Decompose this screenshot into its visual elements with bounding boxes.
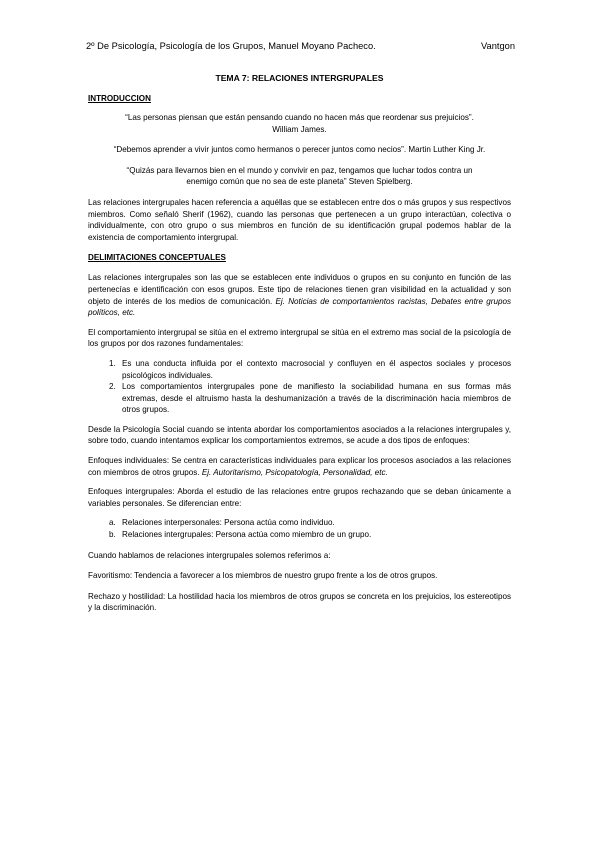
rejection-paragraph: Rechazo y hostilidad: La hostilidad hacia los miembros de otros grupos se concreta en los prejuicios, los estereotipos y la discriminación.	[88, 591, 511, 613]
quote-spielberg-line2: enemigo común que no sea de este planeta” Steven Spielberg.	[186, 177, 413, 187]
quote-james-author: William James.	[272, 124, 327, 134]
quote-james	[88, 112, 511, 135]
intergroup-approaches-paragraph: Enfoques intergrupales: Aborda el estudio de las relaciones entre grupos rechazando que se deban únicamente a variables personales. Se diferencian entre:	[88, 487, 511, 508]
quote-spielberg	[88, 165, 511, 188]
favoritism-paragraph: Favoritismo: Tendencia a favorecer a los miembros de nuestro grupo frente a los de otros grupos.	[88, 571, 438, 581]
quote-king: “Debemos aprender a vivir juntos como hermanos o perecer juntos como necios”. Martin Luther King Jr.	[113, 145, 486, 155]
header-author: Vantgon	[481, 41, 515, 51]
paragraph-text: Enfoques individuales: Se centra en características individuales para explicar los procesos asociados a las relaciones con miembros de otros grupos.	[88, 456, 511, 477]
header-course-info: 2º De Psicología, Psicología de los Grupos, Manuel Moyano Pacheco.	[86, 41, 376, 51]
document-title: TEMA 7: RELACIONES INTERGRUPALES	[215, 73, 384, 83]
list-item: 2. Los comportamientos intergrupales pone de manifiesto la sociabilidad humana en sus formas más extremas, desde el altruismo hasta la deshumanización a través de la discriminación hacia miembros de otros grupos.	[118, 381, 511, 416]
delimitations-paragraph-3: Desde la Psicología Social cuando se intenta abordar los comportamientos asociados a la relaciones intergrupales y, sobre todo, cuando intentamos explicar los comportamientos extremos, se acude a dos tipos de enfoques:	[88, 424, 511, 446]
list-item: 1. Es una conducta influida por el contexto macrosocial y confluyen en él aspectos sociales y procesos psicológicos individuales.	[118, 358, 511, 381]
paragraph-example: Ej. Autoritarismo, Psicopatología, Personalidad, etc.	[201, 467, 388, 477]
individual-approaches-paragraph	[88, 455, 511, 478]
delimitations-paragraph-2: El comportamiento intergrupal se sitúa en el extremo intergrupal se sitúa en el extremo mas social de la psicología de los grupos por dos razones fundamentales:	[88, 327, 511, 349]
quote-spielberg-line1: “Quizás para llevarnos bien en el mundo y convivir en paz, tengamos que luchar todos contra un	[126, 165, 473, 175]
page-header	[86, 40, 515, 52]
paragraph-text: Las relaciones intergrupales son las que se establecen ente individuos o grupos en su conjunto en función de las pertenecías e identificación con esos grupos. Este tipo de relaciones tienen gran visibilidad en la actualidad y son objeto de interés de los medios de comunicación.	[88, 273, 511, 306]
delimitations-paragraph-1	[88, 272, 511, 318]
delimitations-heading: DELIMITACIONES CONCEPTUALES	[88, 253, 226, 263]
list-item: b. Relaciones intergrupales: Persona actúa como miembro de un grupo.	[118, 529, 511, 541]
intro-heading: INTRODUCCION	[88, 94, 151, 103]
intro-paragraph: Las relaciones intergrupales hacen referencia a aquéllas que se establecen entre dos o más grupos y sus respectivos miembros. Como señaló Sherif (1962), cuando las personas que pertenecen a un grupo interactúan, colectiva o individualmente, con otro grupo o sus miembros en función de su identificación grupal podemos hablar de la existencia de comportamiento intergrupal.	[88, 197, 511, 242]
delimitations-paragraph-6: Cuando hablamos de relaciones intergrupales solemos referimos a:	[88, 550, 331, 560]
quote-james-text: “Las personas piensan que están pensando cuando no hacen más que reordenar sus prejuicios”.	[125, 113, 474, 122]
relation-types-list	[88, 517, 511, 540]
paragraph-example: Ej. Noticias de comportamientos racistas, Debates entre grupos políticos, etc.	[88, 296, 512, 318]
list-item: a. Relaciones interpersonales: Persona actúa como individuo.	[118, 517, 511, 529]
reasons-list	[88, 358, 511, 416]
